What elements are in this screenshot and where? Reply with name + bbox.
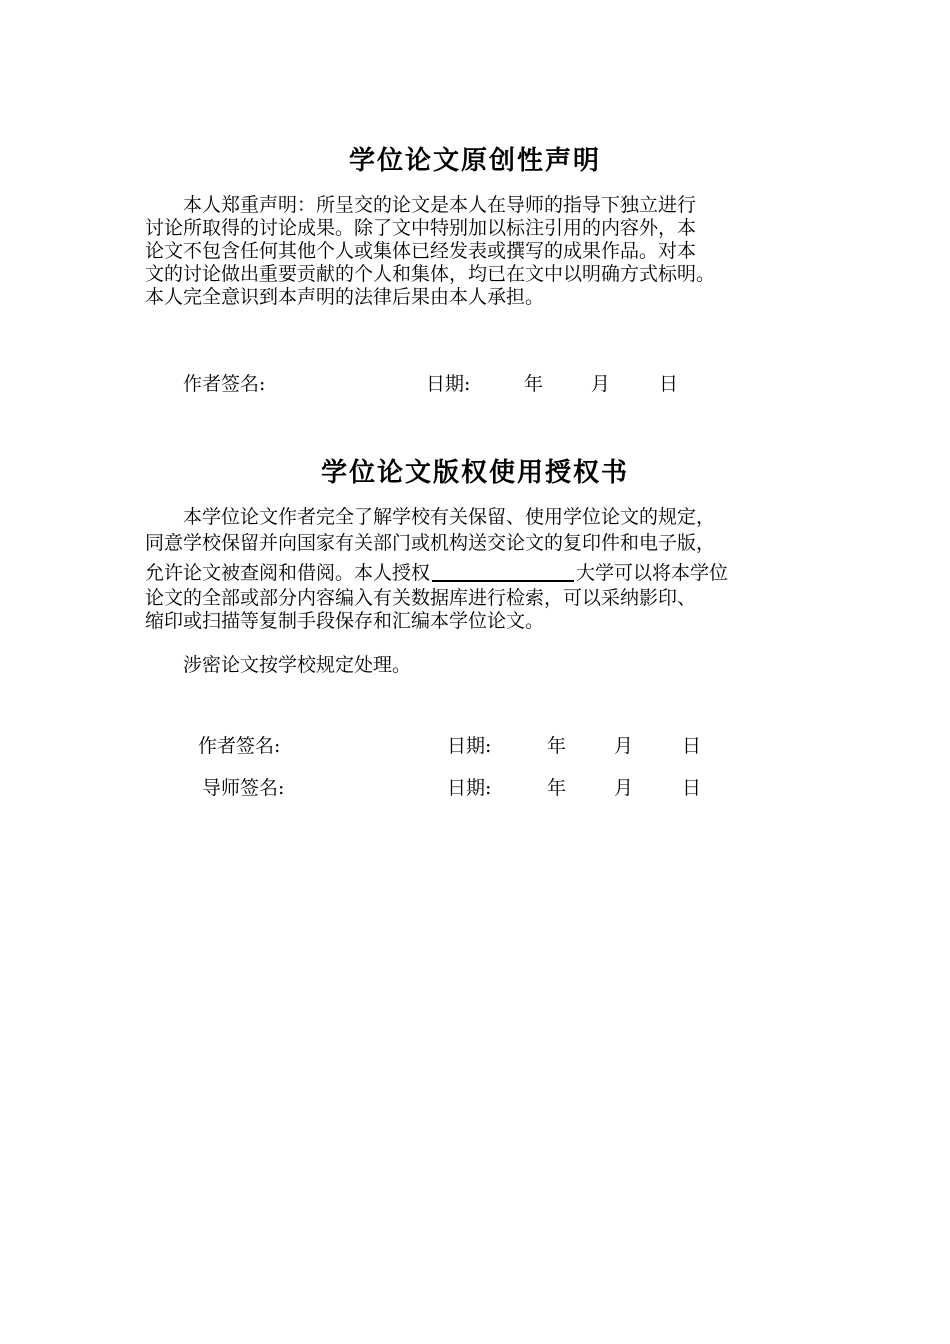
declaration-line-5: 本人完全意识到本声明的法律后果由本人承担。 [145, 286, 545, 308]
day-label: 日 [682, 777, 702, 799]
authorization-line-3-end: 大学可以将本学位 [576, 562, 729, 584]
declaration-paragraph [145, 194, 810, 309]
authorization-paragraph [145, 506, 810, 633]
date-label: 日期: [447, 735, 492, 757]
authorization-title: 学位论文版权使用授权书 [320, 458, 629, 488]
authorization-line-3-start: 允许论文被查阅和借阅。本人授权 [145, 562, 431, 584]
day-label: 日 [659, 373, 679, 395]
month-label: 月 [614, 777, 634, 799]
authorization-line-2: 同意学校保留并向国家有关部门或机构送交论文的复印件和电子版， [145, 532, 716, 554]
authorization-line-3 [145, 558, 810, 587]
year-label: 年 [524, 373, 544, 395]
authorization-line-4: 论文的全部或部分内容编入有关数据库进行检索，可以采纳影印、 [145, 587, 697, 609]
date-label: 日期: [426, 373, 471, 395]
declaration-line-4: 文的讨论做出重要贡献的个人和集体，均已在文中以明确方式标明。 [145, 263, 716, 285]
advisor-signature-label: 导师签名: [202, 777, 285, 799]
secret-thesis-note: 涉密论文按学校规定处理。 [183, 654, 412, 676]
year-label: 年 [547, 777, 567, 799]
university-name-blank[interactable] [432, 558, 574, 582]
day-label: 日 [682, 735, 702, 757]
author-signature-label: 作者签名: [198, 735, 281, 757]
date-label: 日期: [447, 777, 492, 799]
month-label: 月 [591, 373, 611, 395]
declaration-line-1: 本人郑重声明：所呈交的论文是本人在导师的指导下独立进行 [183, 194, 697, 216]
author-signature-label: 作者签名: [183, 373, 266, 395]
declaration-title: 学位论文原创性声明 [348, 146, 601, 176]
month-label: 月 [614, 735, 634, 757]
year-label: 年 [547, 735, 567, 757]
declaration-line-3: 论文不包含任何其他个人或集体已经发表或撰写的成果作品。对本 [145, 240, 697, 262]
declaration-line-2: 讨论所取得的讨论成果。除了文中特别加以标注引用的内容外，本 [145, 217, 697, 239]
authorization-line-1: 本学位论文作者完全了解学校有关保留、使用学位论文的规定， [183, 506, 716, 528]
authorization-line-5: 缩印或扫描等复制手段保存和汇编本学位论文。 [145, 610, 545, 632]
